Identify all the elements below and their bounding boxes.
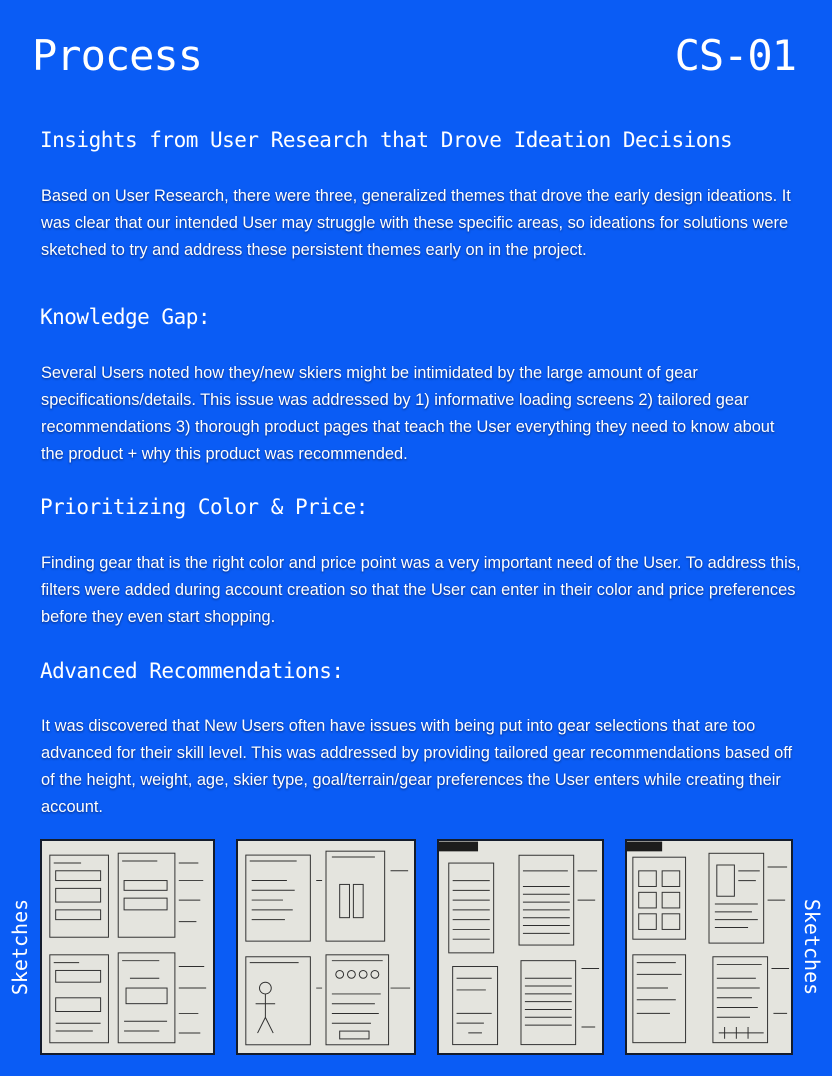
color-price-heading: Prioritizing Color & Price:: [40, 495, 368, 519]
sketches-label-right-text: Sketches: [800, 898, 824, 996]
advanced-recommendations-paragraph: It was discovered that New Users often have issues with being put into gear selections that are too advanced for their skill level. This was addressed by providing tailored gear recommendations based off of the height, weight, age, skier type, goal/terrain/gear preferences the User enters while creating their account.: [41, 717, 793, 816]
sketches-label-left-text: Sketches: [8, 898, 32, 996]
case-study-code: CS-01: [674, 31, 796, 80]
page-title: Process: [32, 31, 203, 80]
account-creation-sketch-drawing: [439, 841, 602, 1053]
sketch-image-3: [437, 839, 604, 1055]
product-page-sketch-drawing: [627, 841, 791, 1053]
sketch-image-4: [625, 839, 793, 1055]
profile-creation-sketch-drawing: [238, 841, 414, 1053]
insights-paragraph: Based on User Research, there were three, generalized themes that drove the early design ideations. It was clear that our intended User may struggle with these specific areas, so ideations for solutions were sketched to try and address these persistent themes early on in the project.: [41, 187, 791, 259]
color-price-paragraph: Finding gear that is the right color and price point was a very important need of the User. To address this, filters were added during account creation so that the User can enter in their color and price preferences before they even start shopping.: [41, 554, 801, 626]
sketch-image-2: [236, 839, 416, 1055]
knowledge-gap-heading: Knowledge Gap:: [40, 305, 211, 329]
knowledge-gap-paragraph: Several Users noted how they/new skiers might be intimidated by the large amount of gear specifications/details. This issue was addressed by 1) informative loading screens 2) tailored gear recommendations 3) thorough product pages that teach the User everything they need to know about the product + why this product was recommended.: [41, 364, 775, 463]
insights-heading: Insights from User Research that Drove Ideation Decisions: [40, 128, 733, 152]
advanced-recommendations-heading: Advanced Recommendations:: [40, 659, 344, 683]
sketch-image-1: [40, 839, 215, 1055]
wireframe-sketch-drawing: [42, 841, 213, 1053]
